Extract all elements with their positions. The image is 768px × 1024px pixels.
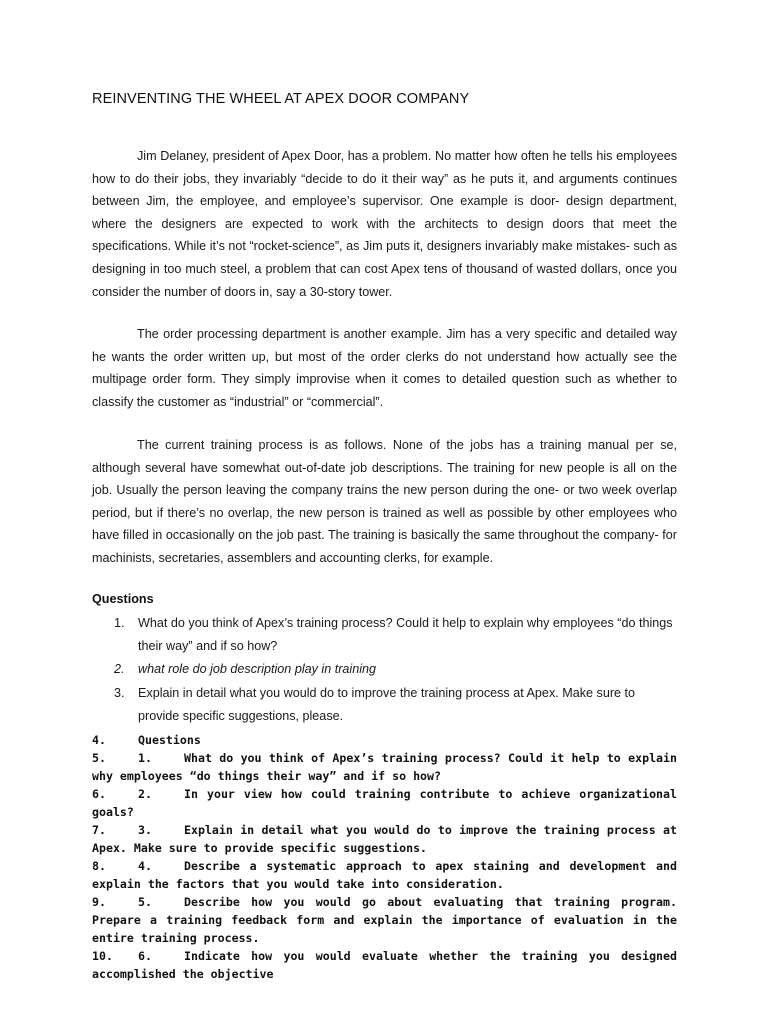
list-number: 9. xyxy=(92,895,106,909)
list-sub-number: 5. xyxy=(138,895,152,909)
list-heading-text: Questions xyxy=(138,733,201,747)
paragraph-order-processing: The order processing department is another example. Jim has a very specific and detailed way he wants the order written up, but most of the order clerks do not understand how actually see the multipage order form. They simply improvise when it comes to detailed question such as whether to classify the customer as “industrial” or “commercial”. xyxy=(92,327,677,409)
list-item xyxy=(92,658,677,681)
question-number: 3. xyxy=(114,686,125,700)
paragraph-intro: Jim Delaney, president of Apex Door, has a problem. No matter how often he tells his employees how to do their jobs, they invariably “decide to do it their way” as he puts it, and arguments continues between Jim, the employee, and employee’s supervisor. One example is door- design department, where the designers are expected to work with the architects to design doors that meet the specifications. While it’s not “rocket-science”, as Jim puts it, designers invariably make mistakes- such as designing in too much steel, a problem that can cost Apex tens of thousand of wasted dollars, once you consider the number of doors in, say a 30-story tower. xyxy=(92,149,677,299)
list-item xyxy=(92,947,677,983)
second-question-list xyxy=(92,731,677,983)
list-item-text: Indicate how you would evaluate whether the training you designed accomplished the objective xyxy=(92,949,677,981)
list-item-text: Describe a systematic approach to apex staining and development and explain the factors that you would take into consideration. xyxy=(92,859,677,891)
document-title: REINVENTING THE WHEEL AT APEX DOOR COMPANY xyxy=(92,91,470,107)
list-item xyxy=(92,612,677,657)
list-item xyxy=(92,857,677,893)
list-item-text: In your view how could training contribute to achieve organizational goals? xyxy=(92,787,677,819)
list-item-text: Describe how you would go about evaluating that training program. Prepare a training feedback form and explain the importance of evaluation in the entire training process. xyxy=(92,895,677,945)
question-number: 2. xyxy=(114,662,125,676)
list-sub-number: 3. xyxy=(138,823,152,837)
question-text: Explain in detail what you would do to improve the training process at Apex. Make sure to provide specific suggestions, please. xyxy=(138,686,636,723)
list-item xyxy=(92,821,677,857)
list-number: 7. xyxy=(92,823,106,837)
list-item-text: What do you think of Apex’s training process? Could it help to explain why employees “do things their way” and if so how? xyxy=(92,751,677,783)
list-sub-number: 6. xyxy=(138,949,152,963)
list-item xyxy=(92,682,677,727)
question-text: what role do job description play in training xyxy=(138,662,377,676)
list-item-text: Explain in detail what you would do to improve the training process at Apex. Make sure to provide specific suggestions. xyxy=(92,823,677,855)
question-number: 1. xyxy=(114,616,125,630)
question-list-item-2 xyxy=(92,658,677,681)
question-list-item-1 xyxy=(92,612,677,657)
question-list-item-3 xyxy=(92,682,677,727)
list-item xyxy=(92,749,677,785)
list-item xyxy=(92,893,677,947)
list-number: 4. xyxy=(92,733,106,747)
list-sub-number: 1. xyxy=(138,751,152,765)
list-number: 8. xyxy=(92,859,106,873)
second-list-heading xyxy=(92,731,677,749)
questions-heading: Questions xyxy=(92,592,154,606)
list-number: 6. xyxy=(92,787,106,801)
list-sub-number: 4. xyxy=(138,859,152,873)
list-number: 5. xyxy=(92,751,106,765)
list-item xyxy=(92,785,677,821)
question-text: What do you think of Apex’s training process? Could it help to explain why employees “do things their way” and if so how? xyxy=(138,616,673,653)
list-number: 10. xyxy=(92,949,113,963)
list-sub-number: 2. xyxy=(138,787,152,801)
paragraph-training-process: The current training process is as follows. None of the jobs has a training manual per se, although several have somewhat out-of-date job descriptions. The training for new people is all on the job. Usually the person leaving the company trains the new person during the one- or two week overlap period, but if there’s no overlap, the new person is trained as well as possible by other employees who have filled in occasionally on the job past. The training is basically the same throughout the company- for machinists, secretaries, assemblers and accounting clerks, for example. xyxy=(92,438,677,565)
